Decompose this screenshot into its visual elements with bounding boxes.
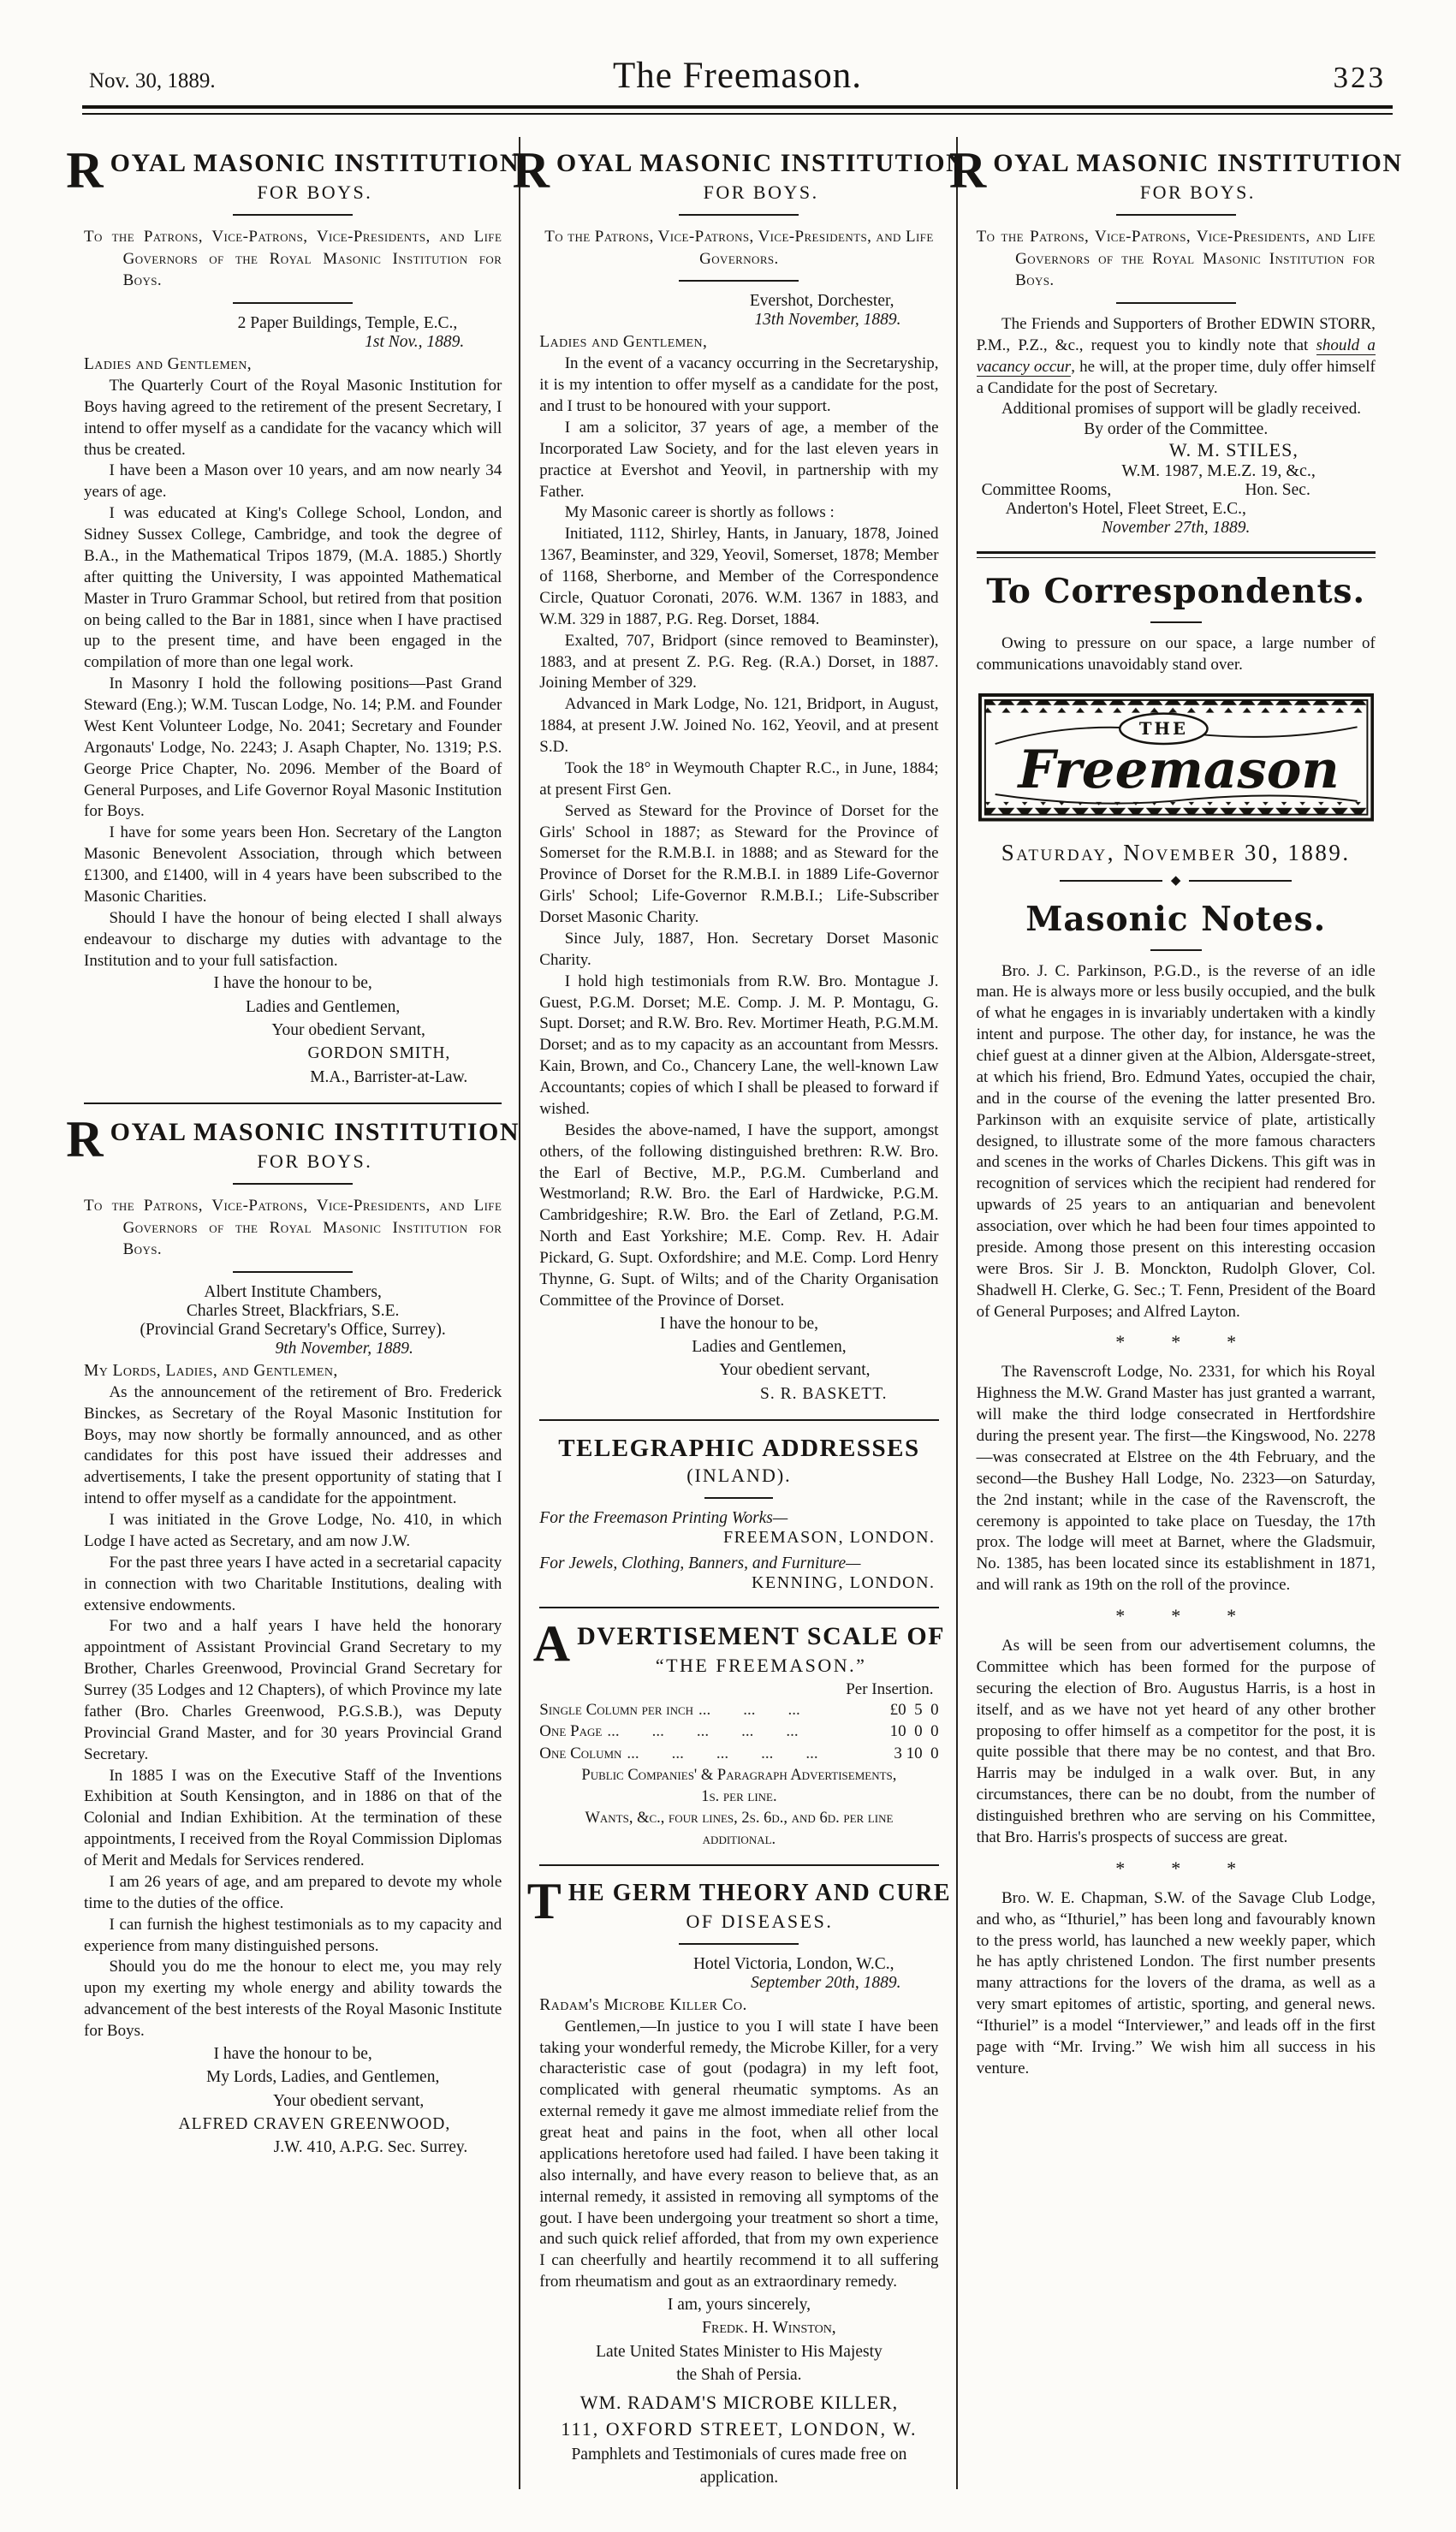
signature: Fredk. H. Winston,: [702, 2319, 836, 2338]
ad-title: HE GERM THEORY AND CURE: [568, 1879, 952, 1906]
hotel-line: Anderton's Hotel, Fleet Street, E.C.,: [1005, 500, 1246, 519]
masthead-the: THE: [1138, 719, 1188, 740]
greeting: Ladies and Gentlemen,: [539, 333, 708, 352]
paragraph: The Quarterly Court of the Royal Masonic Institution for Boys having agreed to the retirement of the present Secretary, I intend to offer myself as a candidate for the vacancy which will thus be created.: [84, 376, 502, 459]
salutation: To the Patrons, Vice-Patrons, Vice-Presidents, and Life Governors.: [544, 228, 934, 268]
scale-row: One Page ... ... ... ... ... 10 0 0: [539, 1721, 938, 1743]
short-rule: [233, 1183, 353, 1185]
ad-heading: [66, 1110, 520, 1173]
closing-block: I have the honour to be, My Lords, Ladies, and Gentlemen, Your obedient servant, ALFRED CRAVEN GREENWOOD, J.W. 410, A.P.G. Sec. Surrey.: [84, 2042, 502, 2159]
drop-cap: R: [66, 1110, 104, 1168]
diamond-divider: [977, 875, 1376, 888]
emphasised-phrase: should a vacancy occur: [976, 336, 1376, 376]
per-insertion-label: Per Insertion.: [846, 1679, 934, 1698]
paragraph: Served as Steward for the Province of Dorset for the Girls' School in 1887; as Steward for the Province of Somerset for the R.M.B.I. in 1888; and as Steward for the Province of Dorset for the R.M.B.I. in 1889 Life-Governor Girls' School; Life-Governor R.M.B.I.; Life-Subscriber Dorset Masonic Charity.: [539, 801, 939, 927]
paragraph: I can furnish the highest testimonials as to my capacity and experience from many distinguished persons.: [84, 1915, 502, 1955]
masonic-notes: [977, 900, 1376, 2080]
section-rule: [539, 1864, 938, 1866]
paragraph: Gentlemen,—In justice to you I will state I have been taking your wonderful remedy, the Microbe Killer, for a very characteristic case of gout (podagra) in my left foot, complicated with general rheumatic symptoms. As an external remedy it gave me almost immediate relief from the great heat and pains in the foot, when all other local applications heretofore used had failed. I have been taking it also internally, and have every reason to believe that, as an internal remedy, it assisted in removing all symptoms of the gout. I have been undergoing your treatment so short a time, and such quick relief afforded, that from my own experience I can cheerfully and heartily recommend it to all suffering from rheumatism and gout as an extraordinary remedy.: [539, 2017, 939, 2291]
ad-subtitle: FOR BOYS.: [1139, 181, 1256, 203]
paragraph: For the past three years I have acted in a secretarial capacity in connection with two Charitable Institutions, dealing with extensive endowments.: [84, 1553, 502, 1614]
ad-subtitle: “THE FREEMASON.”: [655, 1654, 867, 1676]
paragraph: Should you do me the honour to elect me, you may rely upon my exerting my whole energy and ability towards the advancement of the best interests of the Royal Masonic Institute for Boys.: [84, 1958, 502, 2041]
section-title: TELEGRAPHIC ADDRESSES: [558, 1434, 920, 1462]
telegraphic-label: For Jewels, Clothing, Banners, and Furniture—: [539, 1554, 861, 1572]
short-rule: [1150, 621, 1202, 623]
advertisement-scale: [532, 1614, 946, 1851]
ad-title: OYAL MASONIC INSTITUTION: [993, 149, 1403, 177]
signature-title: W.M. 1987, M.E.Z. 19, &c.,: [1121, 461, 1316, 481]
section-title: To Correspondents.: [986, 572, 1366, 612]
company-address: 111, OXFORD STREET, LONDON, W.: [561, 2418, 918, 2440]
ad-subtitle: OF DISEASES.: [686, 1910, 834, 1932]
short-rule: [233, 302, 353, 304]
scale-note: Public Companies' & Paragraph Advertisements,: [581, 1766, 897, 1784]
paragraph: Advanced in Mark Lodge, No. 121, Bridport, in August, 1884, at present J.W. Joined No. 162, Yeovil, and at present S.D.: [539, 695, 939, 757]
ad-heading: [526, 1872, 952, 1933]
section-subtitle: (INLAND).: [686, 1464, 792, 1486]
ad-subtitle: FOR BOYS.: [257, 1150, 373, 1172]
signature-title: M.A., Barrister-at-Law.: [310, 1067, 468, 1086]
address-line: Albert Institute Chambers,: [204, 1282, 382, 1301]
short-rule: [233, 214, 353, 216]
ad-title: DVERTISEMENT SCALE OF: [577, 1621, 946, 1650]
paragraph: Initiated, 1112, Shirley, Hants, in January, 1878, Joined 1367, Beaminster, and 329, Yeovil, Somerset, 1878; Member of 1168, Sherborne, and Member of the Correspondence Circle, Quatuor Coronati, 2076. W.M. 1367 in 1883, and W.M. 329 in 1887, P.G. Reg. Dorset, 1884.: [539, 525, 939, 628]
short-rule: [679, 1943, 799, 1945]
telegraphic-addresses: [539, 1435, 938, 1593]
by-order-line: By order of the Committee.: [1084, 420, 1269, 439]
page-number: 323: [1333, 61, 1386, 94]
ad-heading: [512, 142, 966, 204]
column-1: [66, 137, 520, 2489]
address-line: Hotel Victoria, London, W.C.,: [692, 1954, 894, 1973]
drop-cap: R: [512, 142, 550, 199]
ad-royal-masonic-gordon-smith: [66, 142, 520, 1089]
paragraph: I am 26 years of age, and am prepared to devote my whole time to the duties of the office.: [84, 1872, 502, 1912]
signature: GORDON SMITH,: [307, 1044, 451, 1063]
scale-note: Wants, &c., four lines, 2s. 6d., and 6d. per line: [585, 1809, 894, 1827]
drop-cap: T: [526, 1872, 562, 1929]
section-rule: [539, 1607, 938, 1608]
star-separator: * * *: [1115, 1331, 1237, 1353]
scale-row: One Column ... ... ... ... ... 3 10 0: [539, 1743, 938, 1765]
signature: S. R. BASKETT.: [760, 1384, 888, 1403]
paragraph: The Friends and Supporters of Brother EDWIN STORR, P.M., P.Z., &c., request you to kindly note that should a vacancy occur, he will, at the proper time, duly offer himself a Candidate for the post of Secretary.: [976, 314, 1376, 397]
ad-royal-masonic-storr: [948, 142, 1403, 538]
salutation: To the Patrons, Vice-Patrons, Vice-Presidents, and Life Governors of the Royal Masonic Institution for Boys.: [84, 1196, 502, 1259]
paragraph: Owing to pressure on our space, a large number of communications unavoidably stand over.: [976, 634, 1376, 675]
date-line: 13th November, 1889.: [754, 311, 901, 330]
column-3: [948, 137, 1403, 2489]
dot-leaders: ... ... ...: [698, 1700, 800, 1719]
date-line: November 27th, 1889.: [1102, 519, 1251, 538]
paragraph: In the event of a vacancy occurring in the Secretaryship, it is my intention to offer myself as a candidate for the post, and I trust to be honoured with your support.: [539, 354, 939, 416]
salutation: To the Patrons, Vice-Patrons, Vice-Presidents, and Life Governors of the Royal Masonic Institution for Boys.: [84, 228, 502, 290]
address-line: (Provincial Grand Secretary's Office, Surrey).: [140, 1320, 446, 1339]
paragraph: For two and a half years I have held the honorary appointment of Assistant Provincial Grand Secretary to my Brother, Charles Greenwood, Provincial Grand Secretary for Surrey (35 Lodges and 12 Chapters), of which Province my late father (Bro. Charles Greenwood, P.G.S.B.), was Deputy Provincial Grand Master, and for 30 years Provincial Grand Secretary.: [84, 1617, 502, 1763]
drop-cap: R: [66, 142, 104, 199]
columns: [66, 137, 1403, 2489]
star-separator: * * *: [1115, 1857, 1237, 1879]
paragraph: I was educated at King's College School, London, and Sidney Sussex College, Cambridge, and took the degree of B.A., in the Mathematical Tripos 1879, (M.A. 1885.) Shortly after quitting the University, I was appointed Mathematical Master in Truro Grammar School, but retired from that position on being called to the Bar in 1881, since when I have practised up to the present time, and have been engaged in the compilation of more than one legal work.: [84, 504, 502, 672]
paragraph: Additional promises of support will be gladly received.: [1001, 400, 1362, 419]
short-rule: [1116, 214, 1236, 216]
address-line: Evershot, Dorchester,: [749, 292, 894, 311]
ad-subtitle: FOR BOYS.: [257, 181, 373, 203]
salutation: To the Patrons, Vice-Patrons, Vice-Presidents, and Life Governors of the Royal Masonic Institution for Boys.: [976, 228, 1376, 290]
masthead-graphic: [978, 693, 1374, 822]
short-rule: [679, 280, 799, 282]
paragraph: In 1885 I was on the Executive Staff of the Inventions Exhibition at South Kensington, and in 1886 on that of the Colonial and Indian Exhibition. At the termination of these appointments, I received from the Royal Commission Diplomas of Merit and Medals for Services rendered.: [84, 1766, 502, 1870]
paragraph: Should I have the honour of being elected I shall always endeavour to discharge my duties with advantage to the Institution and to your full satisfaction.: [84, 908, 502, 970]
greeting: My Lords, Ladies, and Gentlemen,: [84, 1361, 338, 1380]
address-line: Charles Street, Blackfriars, S.E.: [186, 1301, 400, 1320]
paragraph: I was initiated in the Grove Lodge, No. 410, in which Lodge I have acted as Secretary, and am now J.W.: [84, 1511, 502, 1550]
header-double-rule: [82, 105, 1393, 115]
short-rule: [679, 214, 799, 216]
short-rule: [1150, 949, 1202, 951]
paragraph: Bro. J. C. Parkinson, P.G.D., is the reverse of an idle man. He is always more or less busily occupied, and the bulk of what he engages in is invariably undertaken with a kindly intent and purpose. The other day, for instance, he was the chief guest at a dinner given at the Albion, Aldersgate-street, at which his friend, Bro. Edmund Yates, occupied the chair, and in the course of the evening the latter presented Bro. Parkinson with an exquisite service of plate, artistically designed, to illustrate some of the more famous characters and scenes in the works of Charles Dickens. This gift was in recognition of services which the recipient had rendered for upwards of 25 years to an antiquarian and benevolent association, over which he had been four times appointed to preside. Among those present on this interesting occasion were Bros. Sir J. B. Monckton, Rudolph Glover, Col. Shadwell H. Clerke, G. Sec.; T. Fenn, President of the Board of General Purposes; and Alfred Layton.: [976, 961, 1376, 1321]
short-rule: [233, 1271, 353, 1273]
paragraph: Took the 18° in Weymouth Chapter R.C., in June, 1884; at present First Gen.: [539, 758, 939, 799]
company-address: WM. RADAM'S MICROBE KILLER,: [579, 2392, 899, 2414]
paragraph: The Ravenscroft Lodge, No. 2331, for which his Royal Highness the M.W. Grand Master has just granted a warrant, will make the third lodge consecrated in Hertfordshire during the present year. The first—the Kingswood, No. 2278—was consecrated at Elstree on the 4th February, and the second—the Bushey Hall Lodge, No. 2323—on Saturday, the 2nd instant; while in the case of the Ravenscroft, the ceremony is appointed to take place on Tuesday, the 17th prox. The lodge will meet at Barnet, where the Gladsmuir, No. 1385, has been located since its establishment in 1871, and will rank as 19th on the roll of the province.: [976, 1363, 1376, 1595]
paragraph: In Masonry I hold the following positions—Past Grand Steward (Eng.); W.M. Tuscan Lodge, No. 14; P.M. and Founder West Kent Volunteer Lodge, No. 2041; Secretary and Founder Argonauts' Lodge, No. 2243; J. Asaph Chapter, No. 1319; P.S. George Price Chapter, No. 2096. Member of the Board of General Purposes, and Life Governor Royal Masonic Institution for Boys.: [84, 675, 502, 821]
issue-date: Nov. 30, 1889.: [89, 69, 216, 92]
telegraphic-address: KENNING, LONDON.: [752, 1572, 936, 1592]
date-line: September 20th, 1889.: [751, 1973, 901, 1992]
to-correspondents: [977, 572, 1376, 676]
telegraphic-address: FREEMASON, LONDON.: [722, 1527, 936, 1547]
section-rule: [539, 1419, 938, 1421]
dot-leaders: ... ... ... ... ...: [607, 1722, 799, 1741]
star-separator: * * *: [1115, 1605, 1237, 1627]
paper-title: The Freemason.: [612, 56, 863, 96]
scale-row: Single Column per inch ... ... ... £0 5 0: [539, 1699, 938, 1721]
paragraph: I have for some years been Hon. Secretary of the Langton Masonic Benevolent Association, through which between £1300, and £1400, will in 4 years have been subscribed to the Masonic Charities.: [84, 823, 502, 906]
column-2: [512, 137, 966, 2489]
closing-block: I am, yours sincerely, Fredk. H. Winston, Late United States Minister to His Majesty the Shah of Persia. WM. RADAM'S MICROBE KILLER, 111, OXFORD STREET, LONDON, W. Pamphlets and Testimonials of cures made free on application.: [539, 2293, 938, 2489]
ad-royal-masonic-baskett: [512, 142, 966, 1406]
greeting: Ladies and Gentlemen,: [84, 354, 252, 373]
date-line: 9th November, 1889.: [275, 1339, 413, 1358]
paragraph: Exalted, 707, Bridport (since removed to Beaminster), 1883, and at present Z. P.G. Reg. (R.A.) Dorset, in 1887. Joining Member of 329.: [539, 631, 939, 692]
signature: ALFRED CRAVEN GREENWOOD,: [178, 2114, 451, 2133]
scale-note: 1s. per line.: [701, 1787, 777, 1805]
paragraph: Since July, 1887, Hon. Secretary Dorset Masonic Charity.: [539, 929, 939, 969]
short-rule: [1116, 302, 1236, 304]
drop-cap: R: [948, 142, 987, 199]
diamond-icon: ◆: [1170, 873, 1181, 888]
ad-royal-masonic-greenwood: [66, 1110, 520, 2160]
ad-title: OYAL MASONIC INSTITUTION: [110, 1117, 520, 1146]
ad-title: OYAL MASONIC INSTITUTION: [110, 149, 520, 177]
paragraph: Besides the above-named, I have the support, amongst others, of the following distinguished brethren: R.W. Bro. the Earl of Bective, M.P., P.G.M. Cumberland and Westmorland; R.W. Bro. the Earl of Hardwicke, P.G.M. Cambridgeshire; R.W. Bro. the Earl of Zetland, P.G.M. North and East Yorkshire; M.E. Comp. Rev. H. Adair Pickard, G. Supt. Oxfordshire; and M.E. Comp. Lord Henry Thynne, G. Supt. of Wilts; and of the Charity Organisation Committee of the Province of Dorset.: [539, 1120, 939, 1310]
section-double-rule: [977, 551, 1376, 558]
company-line: Radam's Microbe Killer Co.: [539, 1995, 747, 2014]
short-rule: [704, 1497, 773, 1499]
ad-heading: [948, 142, 1403, 204]
paragraph: As will be seen from our advertisement columns, the Committee which has been formed for the purpose of securing the election of Bro. Augustus Harris, is a host in itself, and as we have not yet heard of any other brother proposing to offer himself as a competitor for the post, it is quite possible that there may be no contest, and that Bro. Harris may be indulged in a walk over. But, in any circumstances, there can be no doubt, from the number of distinguished brethren who are serving on his Committee, that Bro. Harris's prospects of success are great.: [976, 1637, 1376, 1846]
paragraph: As the announcement of the retirement of Bro. Frederick Binckes, as Secretary of the Royal Masonic Institution for Boys, may now shortly be formally announced, and as other candidates for this post have issued their addresses and advertisements, I take the present opportunity of stating that I intend to offer myself as a candidate for the appointment.: [84, 1382, 502, 1508]
section-title: Masonic Notes.: [1025, 899, 1327, 939]
dot-leaders: ... ... ... ... ...: [627, 1744, 818, 1763]
page-header: [82, 55, 1393, 97]
paragraph: My Masonic career is shortly as follows :: [564, 503, 835, 522]
paragraph: I am a solicitor, 37 years of age, a member of the Incorporated Law Society, and for the last eleven years in practice at Evershot and Yeovil, in partnership with my Father.: [539, 418, 939, 501]
ad-heading: [532, 1614, 946, 1677]
section-rule: [84, 1103, 502, 1104]
telegraphic-label: For the Freemason Printing Works—: [539, 1508, 788, 1527]
drop-cap: A: [532, 1614, 571, 1672]
masthead-title: Freemason: [1018, 740, 1340, 801]
paragraph: I have been a Mason over 10 years, and am now nearly 34 years of age.: [84, 461, 502, 502]
paragraph: Bro. W. E. Chapman, S.W. of the Savage Club Lodge, and who, as “Ithuriel,” has been long and favourably known to the press world, has launched a new weekly paper, which he has aptly christened London. The first number presents many attractions for the lovers of the drama, as well as a very smart epitomes of artistic, sporting, and general news. “Ithuriel” is a model “Interviewer,” and leads off in the first page with “Mr. Irving.” We wish him all success in his venture.: [976, 1888, 1376, 2077]
masthead-banner: [978, 693, 1374, 826]
closing-block: I have the honour to be, Ladies and Gentlemen, Your obedient servant, S. R. BASKETT.: [539, 1312, 938, 1406]
ad-heading: [66, 142, 520, 204]
signature-title: J.W. 410, A.P.G. Sec. Surrey.: [273, 2138, 468, 2157]
germ-theory-ad: [526, 1872, 952, 2490]
closing-block: I have the honour to be, Ladies and Gentlemen, Your obedient Servant, GORDON SMITH, M.A., Barrister-at-Law.: [84, 972, 502, 1088]
ad-title: OYAL MASONIC INSTITUTION: [556, 149, 966, 177]
date-line: 1st Nov., 1889.: [365, 332, 465, 351]
address-line: 2 Paper Buildings, Temple, E.C.,: [237, 313, 458, 332]
scale-note: additional.: [702, 1830, 776, 1848]
issue-date-line: Saturday, November 30, 1889.: [1001, 839, 1351, 865]
paragraph: I hold high testimonials from R.W. Bro. Montague J. Guest, P.G.M. Dorset; M.E. Comp. J. M. P. Montagu, G. Supt. Dorset; and R.W. Bro. Rev. Mortimer Heath, P.G.M.M. Dorset; and as to my capacity as an accountant from Messrs. Kain, Brown, and Co., Chancery Lane, the well-known Law Accountants; copies of which I shall be pleased to forward if wished.: [539, 972, 939, 1118]
ad-subtitle: FOR BOYS.: [703, 181, 819, 203]
signature: W. M. STILES,: [1168, 439, 1299, 461]
committee-line: Committee Rooms, Hon. Sec.: [981, 481, 1310, 500]
